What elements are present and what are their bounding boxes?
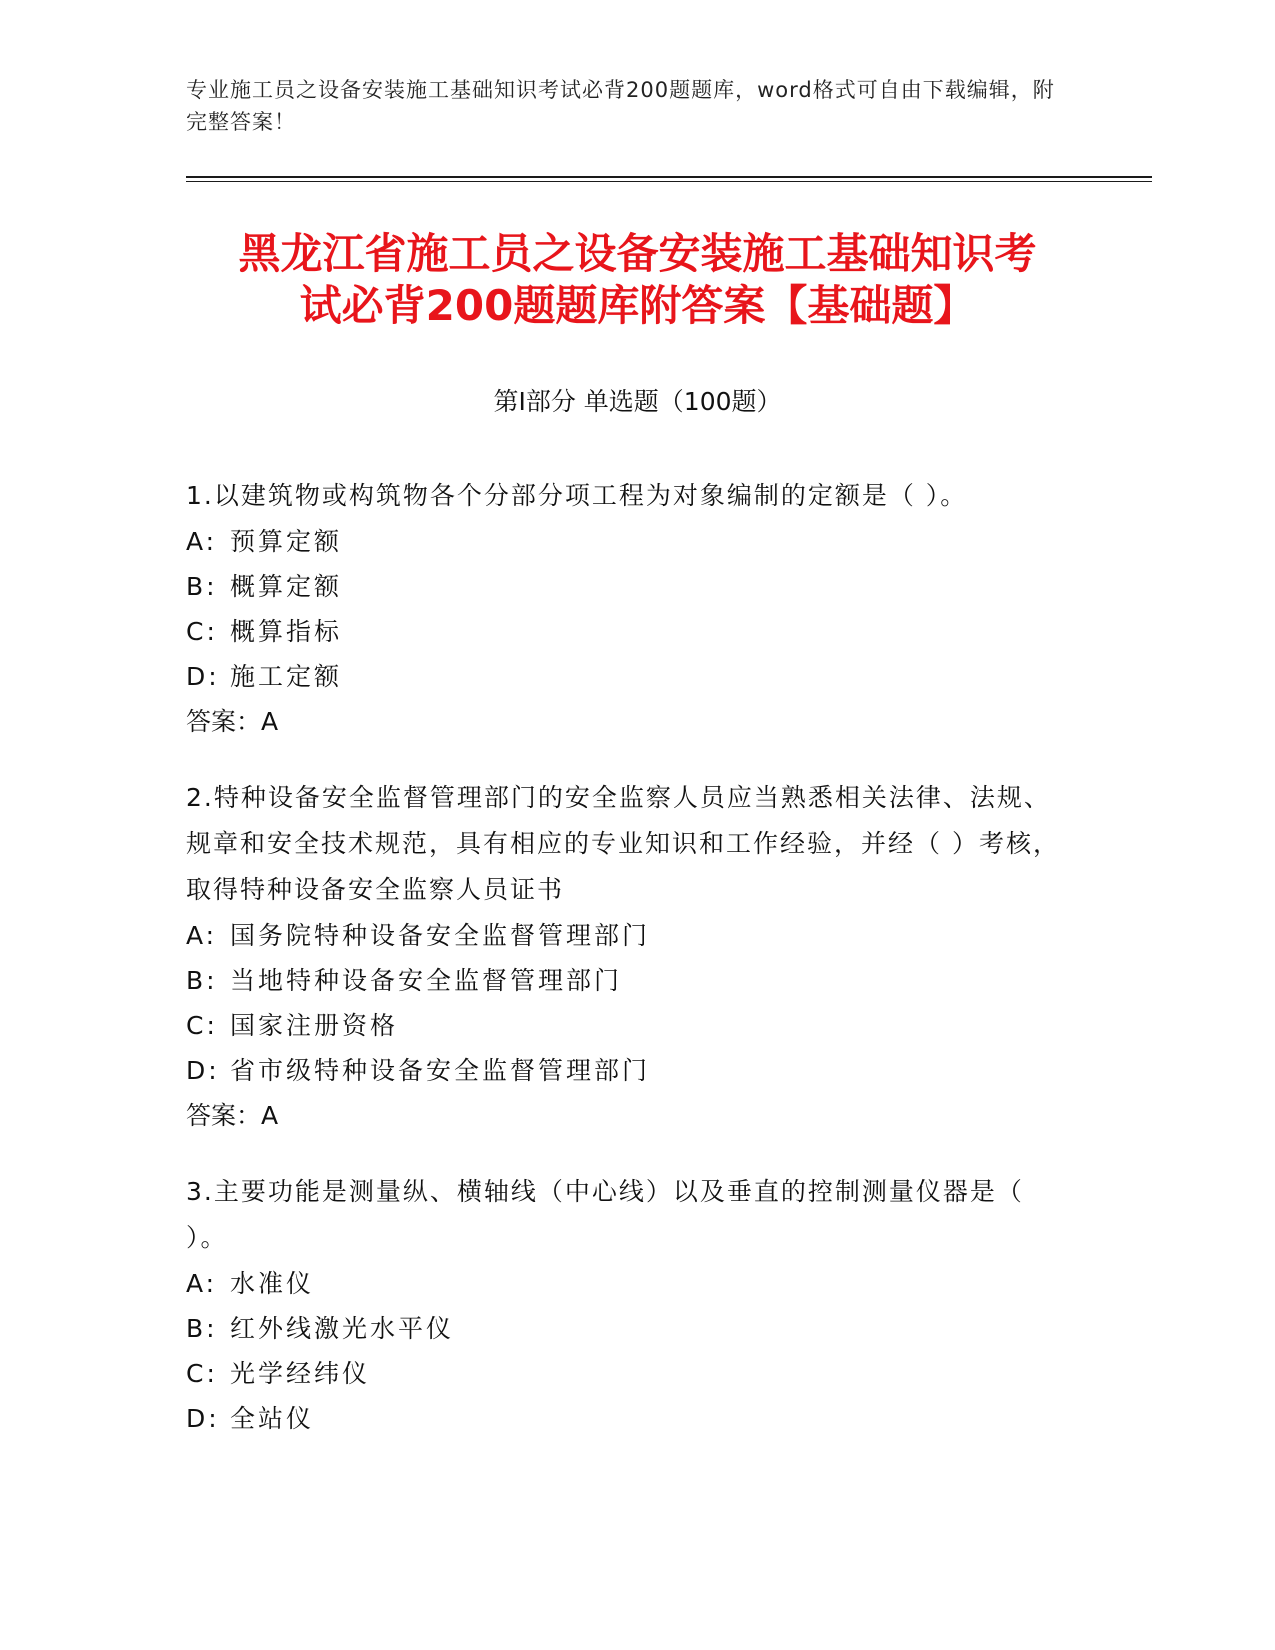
answer-line: 答案：A <box>186 1101 279 1130</box>
header-note: 专业施工员之设备安装施工基础知识考试必背200题题库，word格式可自由下载编辑，附完整答案！ <box>186 78 1055 134</box>
option-d <box>186 1048 1066 1093</box>
option-text: 光学经纬仪 <box>230 1359 371 1388</box>
option-text: 水准仪 <box>230 1269 315 1298</box>
option-letter: C: <box>186 1011 218 1040</box>
option-text: 省市级特种设备安全监督管理部门 <box>230 1056 651 1085</box>
option-a <box>186 519 1066 564</box>
option-text: 全站仪 <box>230 1404 315 1433</box>
question-stem: 2.特种设备安全监督管理部门的安全监察人员应当熟悉相关法律、法规、规章和安全技术规范，具有相应的专业知识和工作经验，并经（ ）考核，取得特种设备安全监察人员证书 <box>186 783 1060 904</box>
option-letter: D: <box>186 1056 220 1085</box>
option-letter: A: <box>186 1269 218 1298</box>
section-title: 第Ⅰ部分 单选题（100题） <box>493 387 782 416</box>
header-divider-thick <box>186 176 1152 178</box>
option-c <box>186 609 1066 654</box>
document-title-line-2: 试必背200题题库附答案【基础题】 <box>299 281 976 330</box>
option-b <box>186 1306 1066 1351</box>
option-letter: B: <box>186 1314 218 1343</box>
answer-line: 答案：A <box>186 707 279 736</box>
option-text: 概算定额 <box>230 572 343 601</box>
option-text: 国务院特种设备安全监督管理部门 <box>230 921 651 950</box>
option-letter: D: <box>186 1404 220 1433</box>
question-2 <box>186 775 1066 1139</box>
option-letter: B: <box>186 966 218 995</box>
option-text: 国家注册资格 <box>230 1011 399 1040</box>
question-1 <box>186 473 1066 745</box>
option-c <box>186 1351 1066 1396</box>
document-title-line-1: 黑龙江省施工员之设备安装施工基础知识考 <box>238 229 1037 278</box>
option-letter: D: <box>186 662 220 691</box>
option-letter: B: <box>186 572 218 601</box>
option-letter: A: <box>186 921 218 950</box>
option-b <box>186 958 1066 1003</box>
option-text: 预算定额 <box>230 527 343 556</box>
option-a <box>186 913 1066 958</box>
question-stem: 3.主要功能是测量纵、横轴线（中心线）以及垂直的控制测量仪器是（ ）。 <box>186 1177 1024 1252</box>
option-letter: C: <box>186 617 218 646</box>
option-letter: C: <box>186 1359 218 1388</box>
option-d <box>186 1396 1066 1441</box>
question-list <box>186 473 1066 1471</box>
question-stem: 1.以建筑物或构筑物各个分部分项工程为对象编制的定额是（ ）。 <box>186 481 968 510</box>
header-divider-thin <box>186 181 1152 182</box>
option-d <box>186 654 1066 699</box>
option-b <box>186 564 1066 609</box>
question-3 <box>186 1169 1066 1441</box>
option-text: 当地特种设备安全监督管理部门 <box>230 966 623 995</box>
option-text: 红外线激光水平仪 <box>230 1314 455 1343</box>
option-text: 施工定额 <box>230 662 343 691</box>
document-title <box>160 228 1115 332</box>
option-a <box>186 1261 1066 1306</box>
option-letter: A: <box>186 527 218 556</box>
option-c <box>186 1003 1066 1048</box>
option-text: 概算指标 <box>230 617 343 646</box>
